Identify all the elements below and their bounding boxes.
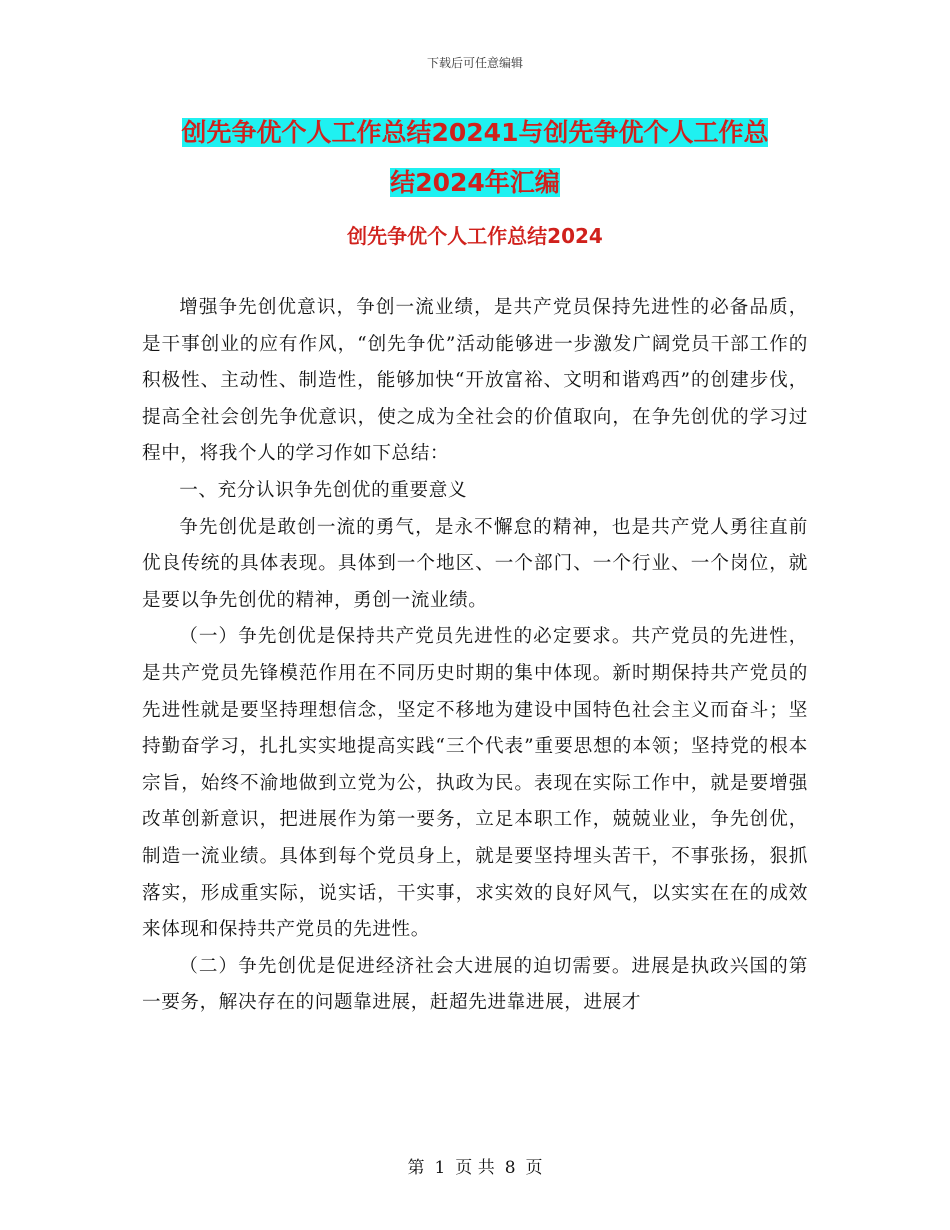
document-title-line-2: 结2024年汇编 — [390, 168, 560, 197]
section-title: 创先争优个人工作总结2024 — [347, 224, 603, 248]
header-note: 下载后可任意编辑 — [426, 56, 523, 70]
footer-middle: 页 共 — [455, 1158, 495, 1178]
paragraph: （二）争先创优是促进经济社会大进展的迫切需要。进展是执政兴国的第一要务，解决存在的问题靠进展，赶超先进靠进展，进展才 — [142, 955, 808, 1014]
section-heading: 一、充分认识争先创优的重要意义 — [179, 479, 468, 501]
document-body — [142, 290, 808, 1022]
document-title — [140, 108, 810, 208]
footer-prefix: 第 — [407, 1158, 425, 1178]
paragraph: （一）争先创优是保持共产党员先进性的必定要求。共产党员的先进性，是共产党员先锋模范作用在不同历史时期的集中体现。新时期保持共产党员的先进性就是要坚持理想信念，坚定不移地为建设中国特色社会主义而奋斗；坚持勤奋学习，扎扎实实地提高实践“三个代表”重要思想的本领；坚持党的根本宗旨，始终不渝地做到立党为公，执政为民。表现在实际工作中，就是要增强改革创新意识，把进展作为第一要务，立足本职工作，兢兢业业，争先创优，制造一流业绩。具体到每个党员身上，就是要坚持埋头苦干，不事张扬，狠抓落实，形成重实际，说实话，干实事，求实效的良好风气，以实实在在的成效来体现和保持共产党员的先进性。 — [142, 626, 808, 941]
page-number: 1 — [434, 1158, 446, 1178]
footer-suffix: 页 — [525, 1158, 543, 1178]
paragraph: 争先创优是敢创一流的勇气，是永不懈怠的精神，也是共产党人勇往直前优良传统的具体表现。具体到一个地区、一个部门、一个行业、一个岗位，就是要以争先创优的精神，勇创一流业绩。 — [142, 516, 808, 611]
paragraph: 增强争先创优意识，争创一流业绩，是共产党员保持先进性的必备品质，是干事创业的应有作风，“创先争优”活动能够进一步激发广阔党员干部工作的积极性、主动性、制造性，能够加快“开放富裕、文明和谐鸡西”的创建步伐，提高全社会创先争优意识，使之成为全社会的价值取向，在争先创优的学习过程中，将我个人的学习作如下总结： — [142, 297, 808, 465]
total-pages: 8 — [504, 1158, 516, 1178]
document-title-line-1: 创先争优个人工作总结20241与创先争优个人工作总 — [181, 118, 769, 147]
page-footer — [0, 1153, 950, 1178]
